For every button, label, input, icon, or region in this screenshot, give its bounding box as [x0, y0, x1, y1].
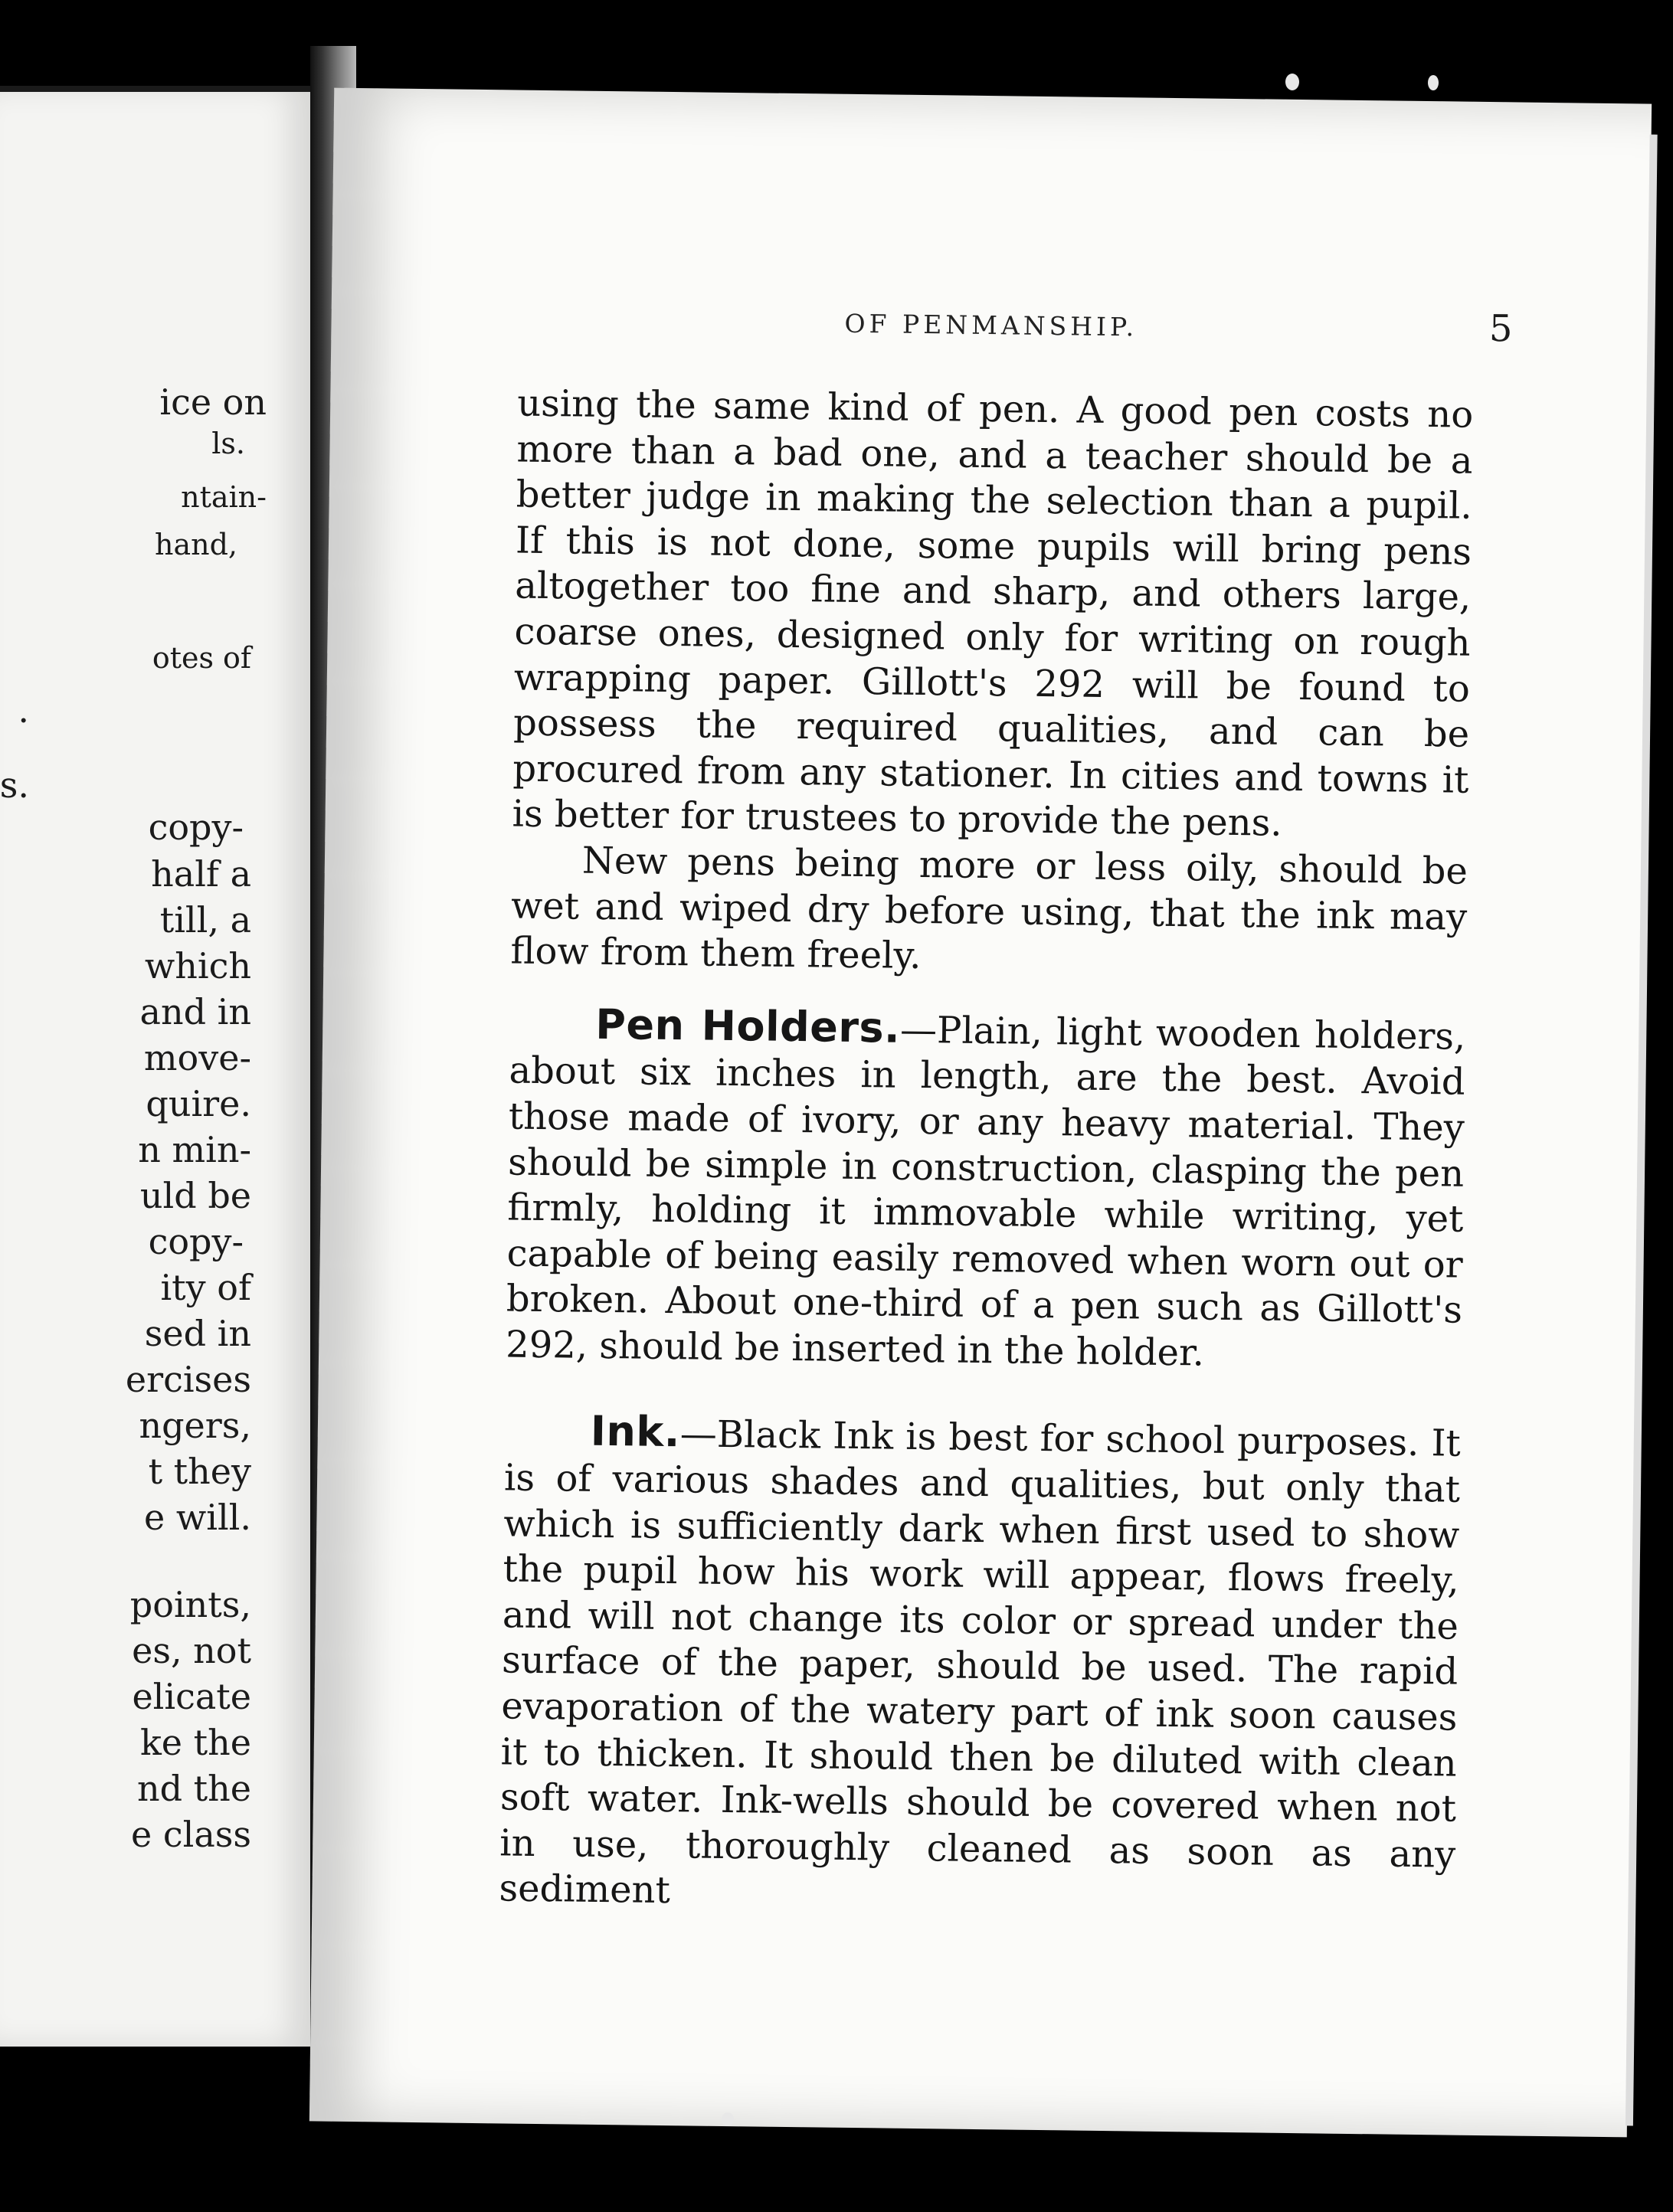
left-fragment: ercises	[125, 1359, 251, 1400]
scan-speck	[1285, 74, 1299, 90]
right-page	[309, 88, 1652, 2138]
left-fragment: quire.	[146, 1083, 251, 1124]
left-fragment: elicate	[132, 1676, 251, 1717]
section-heading-ink: Ink.	[590, 1407, 681, 1457]
section-text-ink: —Black Ink is best for school purposes. It is of various shades and qualities, but only that which is sufficiently dark when first used to show the pupil how his work will appear, flows freely, and will not change its color or spread under the surface of the paper, should be used. The rapid evaporation of the watery part of ink soon causes it to thicken. It should then be diluted with clean soft water. Ink-wells should be covered when not in use, thoroughly cleaned as soon as any sediment	[499, 1412, 1462, 1913]
left-fragment: t they	[148, 1451, 251, 1492]
scan-speck	[1428, 75, 1439, 90]
left-fragment: n min-	[138, 1129, 251, 1170]
left-fragment: copy-	[148, 1221, 244, 1262]
left-fragment: hand,	[154, 528, 237, 561]
left-fragment: ke the	[139, 1722, 251, 1763]
left-fragment: otes of	[152, 641, 251, 675]
left-fragment: uld be	[139, 1175, 251, 1216]
left-fragment: half a	[151, 853, 251, 895]
section-heading-pen-holders: Pen Holders.	[594, 1000, 901, 1052]
left-fragment: points,	[129, 1584, 251, 1625]
paragraph-pen-selection: using the same kind of pen. A good pen costs no more than a bad one, and a teacher should be a better judge in making the selection than a pupil. If this is not done, some pupils will bring pens altogether too fine and sharp, and others large, coarse ones, designed only for writing on rough wrapping paper. Gillott's 292 will be found to possess the required qualities, and can be procured from any stationer. In cities and towns it is better for trustees to provide the pens.	[512, 381, 1474, 846]
section-ink	[499, 1408, 1461, 1924]
left-fragment: ls.	[211, 427, 245, 460]
left-fragment: nd the	[136, 1768, 251, 1809]
left-fragment: which	[144, 945, 251, 987]
left-fragment: sed in	[144, 1313, 251, 1354]
page-number: 5	[1488, 307, 1513, 351]
left-fragment: e will.	[144, 1497, 251, 1538]
page-right-edge	[1626, 135, 1658, 2126]
left-fragment: ngers,	[139, 1405, 251, 1446]
left-fragment: es, not	[132, 1630, 251, 1671]
left-fragment: e class	[131, 1814, 251, 1855]
page-body	[499, 381, 1473, 1924]
section-text-pen-holders: —Plain, light wooden holders, about six inches in length, are the best. Avoid those made of ivory, or any heavy material. They should be simple in construction, clasping the pen firmly, holding it immovable while writing, yet capable of being easily removed when worn out or broken. About one-third of a pen such as Gillott's 292, should be inserted in the holder.	[505, 1008, 1466, 1375]
left-fragment: ice on	[159, 381, 267, 423]
left-fragment: .	[18, 689, 29, 731]
left-fragment: ity of	[160, 1267, 251, 1308]
left-fragment: move-	[143, 1037, 251, 1078]
left-fragment: till, a	[159, 899, 251, 941]
left-fragment: ntain-	[181, 480, 267, 514]
left-fragment: and in	[139, 991, 251, 1032]
left-facing-page	[0, 86, 314, 2047]
scan-speck	[722, 2112, 734, 2126]
left-fragment: copy-	[148, 807, 244, 848]
section-pen-holders	[506, 1000, 1466, 1379]
page-top-edge	[0, 86, 314, 92]
left-fragment: s.	[0, 764, 29, 806]
paragraph-new-pens: New pens being more or less oily, should be wet and wiped dry before using, that the ink may flow from them freely.	[510, 839, 1468, 978]
running-head: OF PENMANSHIP.	[844, 308, 1138, 342]
